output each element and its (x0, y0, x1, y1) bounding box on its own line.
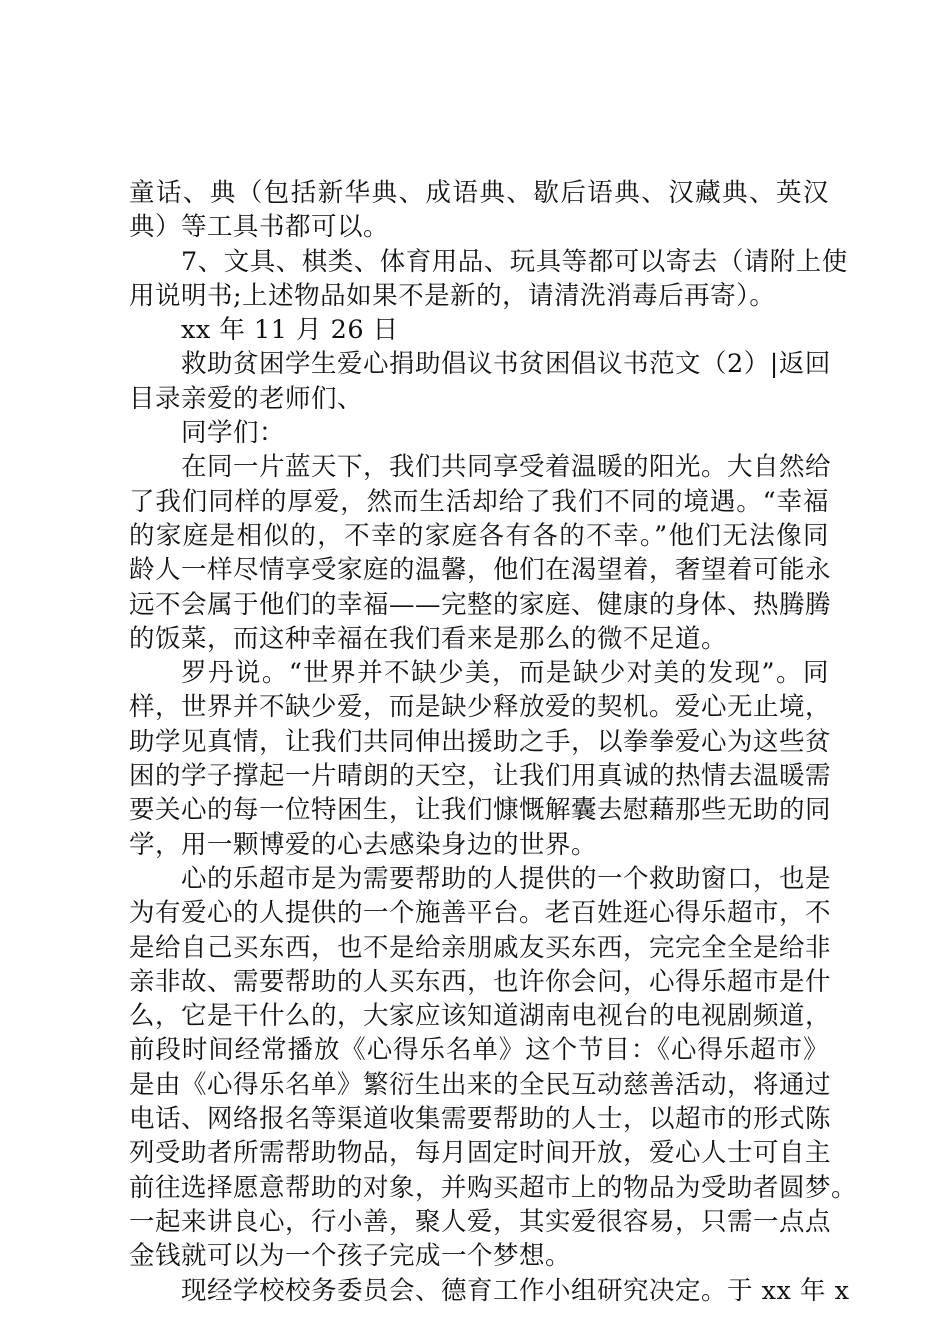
text-line: 的饭菜，而这种幸福在我们看来是那么的微不足道。 (129, 623, 728, 654)
text-line: 远不会属于他们的幸福——完整的家庭、健康的身体、热腾腾 (129, 589, 832, 620)
text-line: 心的乐超市是为需要帮助的人提供的一个救助窗口，也是 (181, 863, 832, 894)
text-line: 是由《心得乐名单》繁衍生出来的全民互动慈善活动，将通过 (129, 1069, 832, 1100)
text-line: 列受助者所需帮助物品，每月固定时间开放，爱心人士可自主 (129, 1138, 832, 1169)
text-line: 前往选择愿意帮助的对象，并购买超市上的物品为受助者圆梦。 (129, 1172, 858, 1203)
text-line: 么，它是干什么的，大家应该知道湖南电视台的电视剧频道， (129, 1001, 832, 1032)
text-line: 的家庭是相似的，不幸的家庭各有各的不幸。”他们无法像同 (129, 520, 829, 551)
text-line: 典）等工具书都可以。 (129, 212, 390, 243)
text-line: 救助贫困学生爱心捐助倡议书贫困倡议书范文（2）|返回 (181, 349, 831, 380)
text-line: 困的学子撑起一片晴朗的天空，让我们用真诚的热情去温暖需 (129, 761, 832, 792)
text-line: 要关心的每一位特困生，让我们慷慨解囊去慰藉那些无助的同 (129, 795, 832, 826)
text-line: 前段时间经常播放《心得乐名单》这个节目：《心得乐超市》 (129, 1035, 829, 1066)
text-line: 学，用一颗博爱的心去感染身边的世界。 (129, 829, 598, 860)
text-line: xx 年 11 月 26 日 (181, 315, 399, 346)
text-line: 在同一片蓝天下，我们共同享受着温暖的阳光。大自然给 (181, 452, 832, 483)
text-line: 了我们同样的厚爱，然而生活却给了我们不同的境遇。“幸福 (129, 486, 829, 517)
text-line: 罗丹说。“世界并不缺少美，而是缺少对美的发现”。同 (181, 658, 829, 689)
text-line: 同学们： (181, 418, 286, 449)
text-line: 童话、典（包括新华典、成语典、歇后语典、汉藏典、英汉 (129, 178, 829, 208)
text-line: 7、文具、棋类、体育用品、玩具等都可以寄去（请附上使 (181, 246, 848, 277)
text-line: 用说明书;上述物品如果不是新的，请清洗消毒后再寄）。 (129, 280, 776, 311)
text-line: 是给自己买东西，也不是给亲朋戚友买东西，完完全全是给非 (129, 932, 832, 963)
text-line: 龄人一样尽情享受家庭的温馨，他们在渴望着，奢望着可能永 (129, 555, 832, 586)
text-line: 为有爱心的人提供的一个施善平台。老百姓逛心得乐超市，不 (129, 898, 832, 929)
text-line: 电话、网络报名等渠道收集需要帮助的人士，以超市的形式陈 (129, 1104, 832, 1135)
document-body (129, 176, 858, 1308)
text-line: 现经学校校务委员会、德育工作小组研究决定。于 xx 年 x (181, 1275, 850, 1306)
text-line: 样，世界并不缺少爱，而是缺少释放爱的契机。爱心无止境， (129, 692, 832, 723)
text-line: 一起来讲良心，行小善，聚人爱，其实爱很容易，只需一点点 (129, 1206, 832, 1237)
text-line: 亲非故、需要帮助的人买东西，也许你会问，心得乐超市是什 (129, 966, 832, 997)
text-line: 金钱就可以为一个孩子完成一个梦想。 (129, 1241, 572, 1272)
text-line: 助学见真情，让我们共同伸出援助之手，以拳拳爱心为这些贫 (129, 726, 832, 757)
text-line: 目录亲爱的老师们、 (129, 383, 364, 414)
